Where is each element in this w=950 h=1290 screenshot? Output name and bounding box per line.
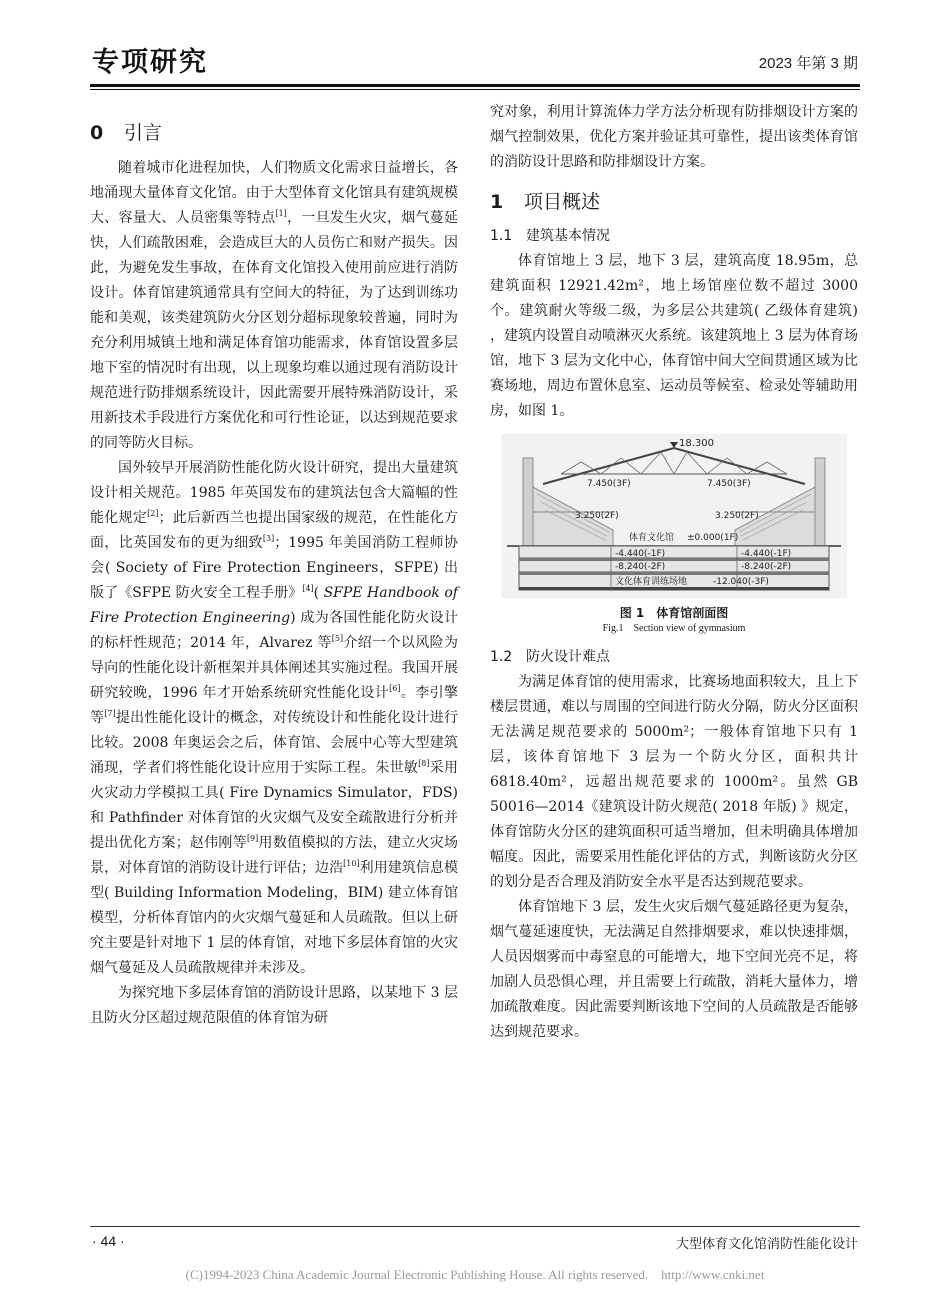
right-column	[490, 100, 858, 1045]
paragraph-intro-1: 随着城市化进程加快，人们物质文化需求日益增长，各地涌现大量体育文化馆。由于大型体育文化馆具有建筑规模大、容量大、人员密集等特点[1]，一旦发生火灾，烟气蔓延快，人们疏散困难，会造成巨大的人员伤亡和财产损失。因此，为避免发生事故，在体育文化馆投入使用前应进行消防设计。体育馆建筑通常具有空间大的特征，为了达到训练功能和美观，该类建筑防火分区划分超标现象较普遍，同时为充分利用城镇土地和满足体育馆功能需求，体育馆设置多层地下室的情况时有出现，以上现象均难以通过现有消防设计规范进行防排烟系统设计，因此需要开展特殊消防设计，采用新技术手段进行方案优化和可行性论证，以达到规范要求的同等防火目标。	[90, 160, 459, 451]
citation-ref[interactable]: [10]	[343, 859, 360, 868]
subsection-heading-1-2	[490, 644, 858, 670]
section-title: 引言	[124, 122, 163, 144]
subsection-number: 1.2	[490, 649, 513, 665]
subsection-title: 防火设计难点	[526, 649, 610, 665]
subsection-heading-1-1	[490, 223, 858, 249]
section-number: 0	[90, 122, 104, 144]
left-column	[90, 100, 458, 1031]
paragraph-fire-difficulty-1: 为满足体育馆的使用需求，比赛场地面积较大，且上下楼层贯通，难以与周围的空间进行防火分隔，防火分区面积无法满足规范要求的 5000m²；一般体育馆地下只有 1 层，该体育馆地下 3 层为一个防火分区，面积共计 6818.40m²，远超出规范要求的 1000m²。虽然 GB 50016—2014《建筑设计防火规范( 2018 年版) 》规定，体育馆防火分区的建筑面积可适当增加，但未明确具体增加幅度。因此，需要采用性能化评估的方式，判断该防火分区的划分是否合理及消防安全水平是否达到规范要求。	[490, 674, 858, 890]
elevation-3f-right: 7.450(3F)	[707, 479, 751, 489]
section-heading-intro	[90, 118, 458, 148]
elevation-b1-left: -4.440(-1F)	[615, 549, 666, 559]
header-rule	[90, 84, 860, 87]
citation-ref[interactable]: [3]	[262, 534, 275, 543]
citation-ref[interactable]: [7]	[104, 709, 116, 718]
citation-ref[interactable]: [2]	[147, 509, 159, 518]
citation-ref[interactable]: [9]	[246, 834, 259, 843]
figure-caption: 图 1 体育馆剖面图	[619, 606, 729, 620]
figure-caption-english: Fig.1 Section view of gymnasium	[602, 623, 746, 634]
footer-rule	[90, 1226, 860, 1227]
citation-ref[interactable]: [4]	[302, 584, 314, 593]
elevation-b3: -12.040(-3F)	[713, 577, 769, 587]
elevation-b2-left: -8.240(-2F)	[615, 562, 666, 572]
label-building: 体育文化馆	[629, 533, 675, 543]
header-rule-thin	[90, 89, 860, 90]
paragraph-fire-difficulty-2: 体育馆地下 3 层，发生火灾后烟气蔓延路径更为复杂，烟气蔓延速度快，无法满足自然排烟要求，难以快速排烟，人员因烟雾而中毒窒息的可能增大，地下空间光亮不足，将加剧人员恐惧心理，并且需要上行疏散，消耗大量体力，增加疏散难度。因此需要判断该地下空间的人员疏散是否能够达到规范要求。	[490, 899, 858, 1040]
citation-ref[interactable]: [1]	[275, 209, 287, 218]
elevation-2f-right: 3.250(2F)	[715, 511, 759, 521]
issue-label: 2023 年第 3 期	[758, 55, 858, 72]
paragraph-continued: 究对象，利用计算流体力学方法分析现有防排烟设计方案的烟气控制效果，优化方案并验证其可靠性，提出该类体育馆的消防设计思路和防排烟设计方案。	[490, 104, 858, 170]
page-number: · 44 ·	[92, 1233, 125, 1249]
section-title: 项目概述	[524, 191, 601, 213]
citation-ref[interactable]: [5]	[331, 634, 344, 643]
section-number: 1	[490, 191, 504, 213]
section-heading-project	[490, 187, 858, 217]
elevation-3f-left: 7.450(3F)	[587, 479, 631, 489]
subsection-number: 1.1	[490, 228, 513, 244]
paragraph-intro-3: 为探究地下多层体育馆的消防设计思路，以某地下 3 层且防火分区超过规范限值的体育馆为研	[90, 985, 458, 1026]
citation-ref[interactable]: [8]	[418, 759, 430, 768]
elevation-2f-left: 3.250(2F)	[575, 511, 619, 521]
gymnasium-section-diagram	[501, 434, 847, 598]
figure-1	[490, 434, 858, 636]
paragraph-building-info: 体育馆地上 3 层，地下 3 层，建筑高度 18.95m，总建筑面积 12921.42m²，地上场馆座位数不超过 3000 个。建筑耐火等级二级，为多层公共建筑( 乙级体育建筑) ，建筑内设置自动喷淋灭火系统。该建筑地上 3 层为体育场馆，地下 3 层为文化中心，体育馆中间大空间贯通区域为比赛场地，周边布置休息室、运动员等候室、检录处等辅助用房，如图 1。	[490, 253, 858, 419]
elevation-b1-right: -4.440(-1F)	[741, 549, 792, 559]
running-title: 大型体育文化馆消防性能化设计	[675, 1237, 858, 1252]
elevation-b2-right: -8.240(-2F)	[741, 562, 792, 572]
elevation-top: 18.300	[679, 438, 714, 449]
label-training-area: 文化体育训练场地	[615, 577, 688, 587]
subsection-title: 建筑基本情况	[526, 228, 610, 244]
citation-ref[interactable]: [6]	[389, 684, 401, 693]
journal-section-title: 专项研究	[92, 47, 208, 78]
paragraph-intro-2: 国外较早开展消防性能化防火设计研究，提出大量建筑设计相关规范。1985 年英国发布的建筑法包含大篇幅的性能化规定[2]；此后新西兰也提出国家级的规范，在性能化方面，比英国发布的更为细致[3]；1995 年美国消防工程师协会( Society of Fire Protection Engineers，SFPE) 出版了《SFPE 防火安全工程手册》[4]( SFPE Handbook of Fire Protection Engineering) 成为各国性能化防火设计的标杆性规范；2014 年，Alvarez 等[5]介绍一个以风险为导向的性能化设计新框架并具体阐述其实施过程。我国开展研究较晚，1996 年才开始系统研究性能化设计[6]。李引擎等[7]提出性能化设计的概念，对传统设计和性能化设计进行比较。2008 年奥运会之后，体育馆、会展中心等大型建筑涌现，学者们将性能化设计应用于实际工程。朱世敏[8]采用火灾动力学模拟工具( Fire Dynamics Simulator，FDS) 和 Pathfinder 对体育馆的火灾烟气及安全疏散进行分析并提出优化方案；赵伟刚等[9]用数值模拟的方法，建立火灾场景，对体育馆的消防设计进行评估；边浩[10]利用建筑信息模型( Building Information Modeling，BIM) 建立体育馆模型，分析体育馆内的火灾烟气蔓延和人员疏散。但以上研究主要是针对地下 1 层的体育馆，对地下多层体育馆的火灾烟气蔓延及人员疏散规律并未涉及。	[90, 460, 459, 976]
elevation-1f: ±0.000(1F)	[687, 533, 739, 543]
copyright-notice: (C)1994-2023 China Academic Journal Electronic Publishing House. All rights reserved. http://www.cnki.net	[185, 1267, 765, 1282]
